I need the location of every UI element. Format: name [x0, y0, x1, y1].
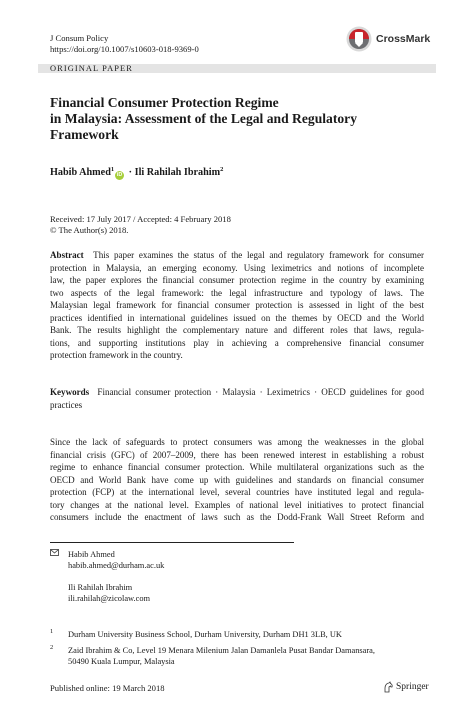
abstract-line: This paper examines the status of the legal and regulatory framework for consumer: [93, 250, 424, 260]
footnote-divider: [50, 542, 294, 543]
author-name[interactable]: Habib Ahmed: [50, 167, 111, 178]
author-affiliation-mark: 2: [220, 166, 224, 173]
orcid-icon[interactable]: iD: [116, 172, 123, 178]
crossmark-icon: [346, 26, 372, 52]
body-line: protection (FCP) at the international level, several countries have instituted legal and regula-: [50, 487, 424, 498]
article-title: [50, 95, 400, 143]
abstract: [50, 249, 424, 362]
received-accepted-dates: Received: 17 July 2017 / Accepted: 4 February 2018: [50, 214, 231, 224]
affiliation-text: 50490 Kuala Lumpur, Malaysia: [68, 657, 175, 666]
keywords-line: Financial consumer protection · Malaysia · Leximetrics · OECD guidelines for good: [97, 387, 424, 397]
affiliation-text: Zaid Ibrahim & Co, Level 19 Menara Milenium Jalan Damanlela Pusat Bandar Damansara,: [68, 646, 375, 655]
title-line: in Malaysia: Assessment of the Legal and Regulatory: [50, 111, 357, 126]
contact-name: Ili Rahilah Ibrahim: [68, 583, 133, 592]
keywords-line: practices: [50, 399, 83, 410]
publisher-logo[interactable]: [382, 681, 429, 693]
title-line: Framework: [50, 127, 119, 142]
doi-link[interactable]: https://doi.org/10.1007/s10603-018-9369-0: [50, 44, 199, 54]
affiliation-number: 1: [50, 628, 54, 635]
body-line: Since the lack of safeguards to protect consumers was among the weaknesses in the global: [50, 437, 424, 447]
abstract-line: two aspects of the legal framework: the legal infrastructure and typology of laws. The: [50, 287, 424, 298]
author-name[interactable]: Ili Rahilah Ibrahim: [134, 167, 221, 178]
author-affiliation-mark: 1: [110, 166, 115, 173]
abstract-heading: Abstract: [50, 250, 84, 260]
contact-name: Habib Ahmed: [68, 550, 115, 559]
body-line: tory changes at the national level. Examples of national level initiatives to protect financial: [50, 499, 424, 510]
publisher-name: Springer: [396, 682, 429, 692]
abstract-line: Malaysian legal framework for financial consumer protection is assessed in light of the best: [50, 300, 424, 311]
journal-name: J Consum Policy: [50, 33, 109, 43]
affiliation-number: 2: [50, 644, 54, 651]
title-line: Financial Consumer Protection Regime: [50, 95, 279, 110]
abstract-line: protection in Malaysia, an emerging economy. Using leximetrics and notions of incomplete: [50, 262, 424, 273]
crossmark-badge[interactable]: [346, 24, 436, 54]
copyright-notice: © The Author(s) 2018.: [50, 225, 129, 235]
body-line: financial crisis (GFC) of 2007–2009, there has been renewed interest in establishing a robust: [50, 449, 424, 460]
abstract-line: tions, and supporting institutions play in achieving a comprehensive financial consumer: [50, 337, 424, 348]
springer-horse-icon: [382, 681, 394, 693]
contact-email[interactable]: ili.rahilah@zicolaw.com: [68, 594, 151, 603]
abstract-line: law, the paper explores the financial consumer protection regime in the country by examining: [50, 275, 424, 286]
contact-email[interactable]: habib.ahmed@durham.ac.uk: [68, 561, 165, 570]
keywords-heading: Keywords: [50, 387, 90, 397]
author-list: [50, 163, 223, 180]
body-text: [50, 436, 424, 524]
abstract-line: protection framework in the country.: [50, 350, 183, 361]
keywords: [50, 386, 424, 411]
published-date: Published online: 19 March 2018: [50, 683, 165, 693]
abstract-line: Bank. The results highlight the complementary nature and different roles that laws, regula-: [50, 325, 424, 336]
body-line: consumers include the enactment of laws such as the Dodd-Frank Wall Street Reform and: [50, 512, 424, 523]
author-separator: ·: [126, 167, 135, 178]
abstract-line: practices identified in international guidelines issued on the themes by OECD and the World: [50, 312, 424, 323]
body-line: OECD and World Bank have come up with guidelines and standards on financial consumer: [50, 474, 424, 485]
envelope-icon: [50, 549, 59, 556]
affiliation-text: Durham University Business School, Durham University, Durham DH1 3LB, UK: [68, 630, 342, 639]
crossmark-label: CrossMark: [376, 33, 431, 45]
body-line: regime to enhance financial consumer protection. While multilateral organizations such as the: [50, 462, 424, 473]
paper-type: ORIGINAL PAPER: [50, 64, 133, 73]
